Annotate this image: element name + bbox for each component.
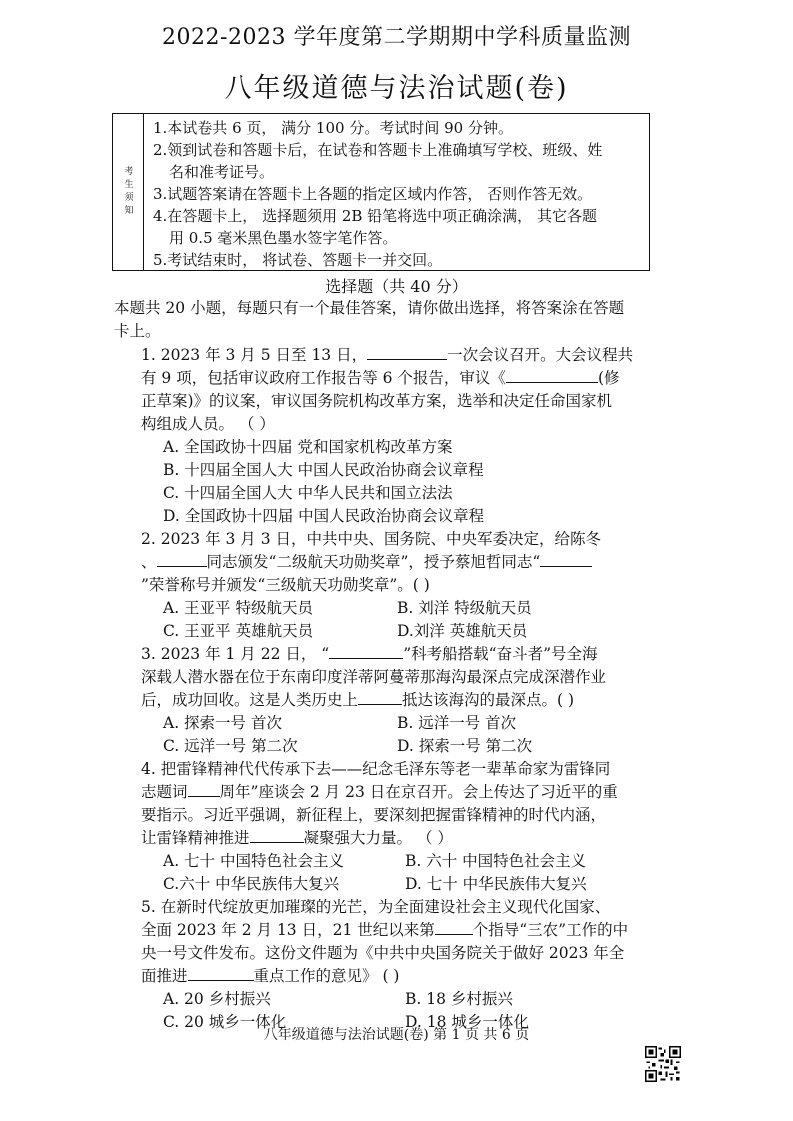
section-title: 选择题（共 40 分）: [325, 277, 468, 296]
answer-blank: [367, 345, 447, 360]
notice-item: 4.在答题卡上， 选择题须用 2B 铅笔将选中项正确涂满， 其它各题: [153, 207, 597, 225]
answer-blank: [435, 920, 473, 935]
answer-blank: [250, 828, 304, 843]
exam-session-title: 2022-2023 学年度第二学期期中学科质量监测: [162, 25, 631, 50]
answer-blank: [506, 368, 598, 383]
option-b: B. 十四届全国人大 中国人民政治协商会议章程: [163, 461, 484, 479]
option-a: A. 全国政协十四届 党和国家机构改革方案: [163, 438, 453, 456]
option-a: A. 七十 中国特色社会主义: [163, 852, 344, 870]
answer-blank: [188, 782, 220, 797]
question-4-line: 4. 把雷锋精神代代传承下去——纪念毛泽东等老一辈革命家为雷锋同: [141, 760, 611, 778]
page-footer: 八年级道德与法治试题(卷) 第 1 页 共 6 页: [263, 1027, 530, 1043]
answer-blank: [157, 552, 207, 567]
notice-item: 1.本试卷共 6 页， 满分 100 分。考试时间 90 分钟。: [153, 119, 513, 137]
question-5-line: 面推进 重点工作的意见》 ( ): [141, 967, 400, 985]
question-3-line: 后，成功回收。这是人类历史上 抵达该海沟的最深点。( ): [141, 691, 575, 709]
notice-item: 名和准考证号。: [169, 163, 275, 181]
notice-item: 3.试题答案请在答题卡上各题的指定区域内作答， 否则作答无效。: [153, 185, 593, 203]
option-d: D.刘洋 英雄航天员: [397, 622, 528, 640]
option-d: D. 全国政协十四届 中国人民政治协商会议章程: [163, 507, 485, 525]
option-a: A. 20 乡村振兴: [163, 990, 271, 1008]
question-5-line: 5. 在新时代绽放更加璀璨的光芒，为全面建设社会主义现代化国家、: [141, 898, 611, 916]
section-intro: 本题共 20 小题，每题只有一个最佳答案，请你做出选择，将答案涂在答题: [114, 299, 625, 317]
answer-blank: [329, 644, 403, 659]
question-5-line: 央一号文件发布。这份文件题为《中共中央国务院关于做好 2023 年全: [141, 944, 625, 962]
question-3-line: 深载人潜水器在位于东南印度洋蒂阿蔓蒂那海沟最深点完成深潜作业: [141, 668, 607, 686]
option-c: C. 十四届全国人大 中华人民共和国立法法: [163, 484, 453, 502]
option-b: B. 六十 中国特色社会主义: [405, 852, 587, 870]
option-a: A. 探索一号 首次: [163, 714, 282, 732]
option-b: B. 远洋一号 首次: [397, 714, 517, 732]
notice-item: 5.考试结束时， 将试卷、答题卡一并交回。: [153, 251, 443, 269]
question-1-line: 有 9 项，包括审议政府工作报告等 6 个报告，审议《 (修: [141, 369, 620, 387]
option-d: D. 七十 中华民族伟大复兴: [405, 875, 587, 893]
option-a: A. 王亚平 特级航天员: [163, 599, 313, 617]
option-c: C. 20 城乡一体化: [163, 1013, 287, 1031]
option-b: B. 刘洋 特级航天员: [397, 599, 532, 617]
question-4-line: 要指示。习近平强调，新征程上，要深刻把握雷锋精神的时代内涵，: [141, 806, 607, 824]
section-intro: 卡上。: [114, 322, 161, 340]
option-d: D. 探索一号 第二次: [397, 737, 533, 755]
option-c: C. 远洋一号 第二次: [163, 737, 298, 755]
notice-label: 考生须知: [113, 114, 144, 270]
option-c: C.六十 中华民族伟大复兴: [163, 875, 340, 893]
answer-blank: [540, 552, 592, 567]
option-c: C. 王亚平 英雄航天员: [163, 622, 314, 640]
qr-code-icon: [645, 1046, 681, 1082]
question-3-line: 3. 2023 年 1 月 22 日， “ ”科考船搭载“奋斗者”号全海: [141, 645, 598, 663]
candidate-notice-box: [112, 113, 650, 271]
question-2-line: 2. 2023 年 3 月 3 日，中共中央、国务院、中央军委决定，给陈冬: [141, 530, 602, 548]
question-2-line: 、 同志颁发“二级航天功勋奖章”，授予蔡旭哲同志“: [141, 551, 592, 574]
notice-item: 用 0.5 毫米黑色墨水签字笔作答。: [169, 229, 398, 247]
question-2-line: ”荣誉称号并颁发“三级航天功勋奖章”。( ): [141, 576, 430, 594]
option-b: B. 18 乡村振兴: [405, 990, 513, 1008]
question-5-line: 全面 2023 年 2 月 13 日，21 世纪以来第 个指导“三农”工作的中: [141, 921, 629, 939]
question-1-line: 构组成人员。 （ ）: [141, 415, 275, 433]
question-1-line: 正草案)》的议案，审议国务院机构改革方案，选举和决定任命国家机: [141, 392, 613, 410]
question-4-line: 志题词 周年”座谈会 2 月 23 日在京召开。会上传达了习近平的重: [141, 783, 618, 801]
option-d: D. 18 城乡一体化: [405, 1013, 529, 1031]
notice-item: 2.领到试卷和答题卡后，在试卷和答题卡上准确填写学校、班级、姓: [153, 141, 603, 159]
answer-blank: [188, 966, 254, 981]
question-4-line: 让雷锋精神推进 凝聚强大力量。 （ ）: [141, 829, 453, 847]
question-1-line: 1. 2023 年 3 月 5 日至 13 日， 一次会议召开。大会议程共: [141, 346, 634, 364]
answer-blank: [358, 690, 402, 705]
exam-paper-title: 八年级道德与法治试题(卷): [224, 73, 569, 104]
